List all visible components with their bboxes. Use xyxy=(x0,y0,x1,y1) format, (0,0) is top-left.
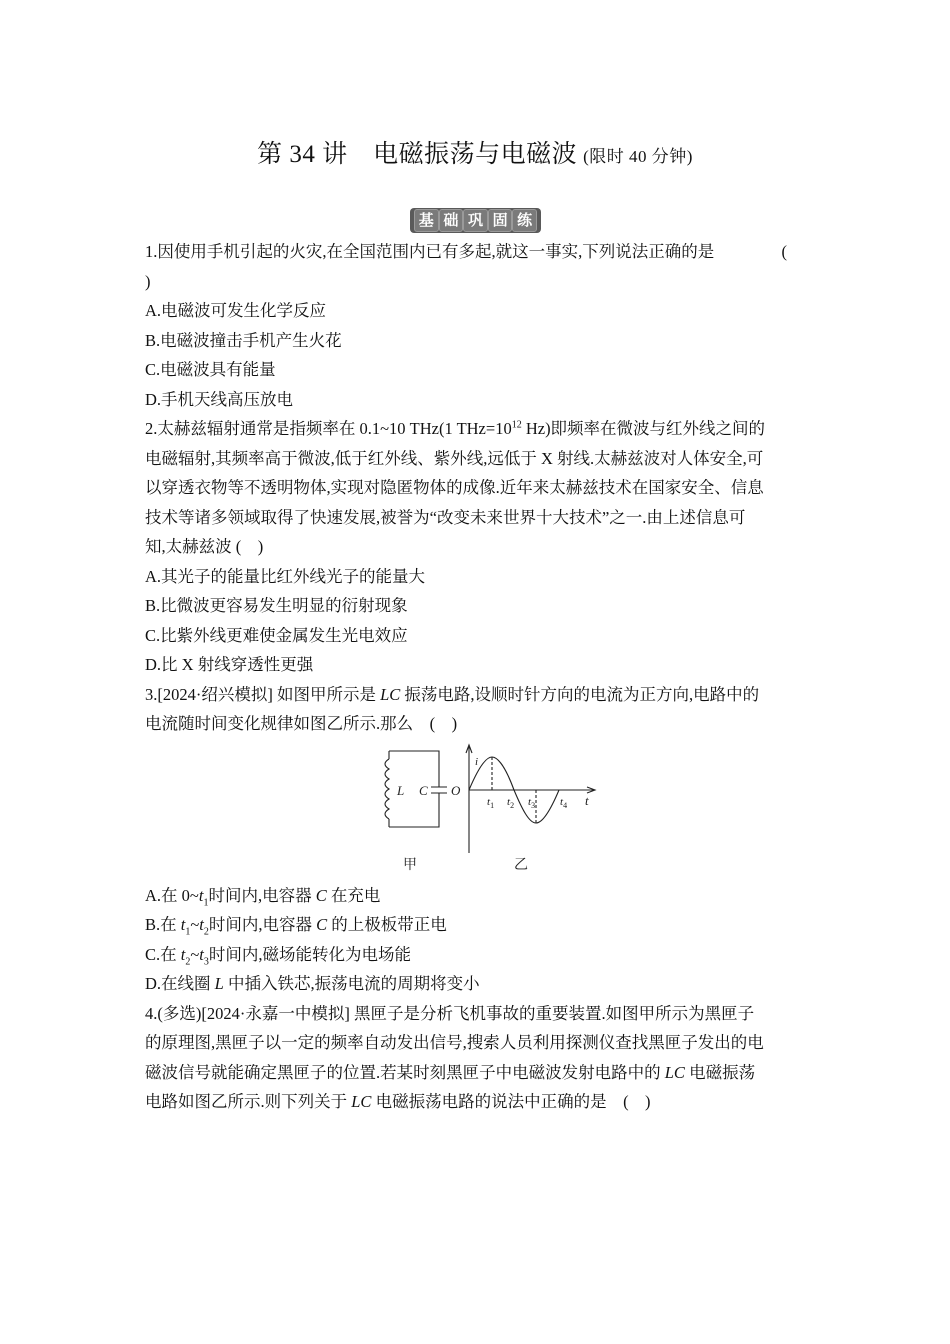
question-3-option-c: C.在 $t_2\sim t_3$时间内,磁场能转化为电场能 xyxy=(145,944,412,967)
caption-jia: 甲 xyxy=(403,857,417,873)
question-3-line-2: 电流随时间变化规律如图乙所示.那么 ( ) xyxy=(145,714,458,733)
question-1-option-d: D.手机天线高压放电 xyxy=(145,389,294,409)
question-1 xyxy=(145,237,805,414)
badge-char: 固 xyxy=(488,209,513,232)
question-2-line-1 xyxy=(145,414,805,444)
question-2-option-c: C.比紫外线更难使金属发生光电效应 xyxy=(145,625,408,645)
label-t3: $t_3$ xyxy=(528,795,536,810)
inductor-coil xyxy=(385,759,389,819)
figure-svg xyxy=(373,741,613,877)
section-badge xyxy=(410,208,541,233)
badge-char: 基 xyxy=(414,209,439,232)
question-2-line-4: 技术等诸多领域取得了快速发展,被誉为“改变未来世界十大技术”之一.由上述信息可 xyxy=(145,507,746,527)
question-2-text: 2.太赫兹辐射通常是指频率在 0.1~10 THz(1 THz=10 xyxy=(145,419,512,438)
circuit-wire-bottom xyxy=(389,793,439,827)
badge-char: 巩 xyxy=(463,209,488,232)
symbol-lc: LC xyxy=(380,684,401,704)
question-4-line-1: 4.(多选)[2024·永嘉一中模拟] 黑匣子是分析飞机事故的重要装置.如图甲所示为黑匣子 xyxy=(145,1003,755,1023)
question-3-option-b: B.在 $t_1\sim t_2$时间内,电容器 C 的上极板带正电 xyxy=(145,915,447,938)
badge-char: 础 xyxy=(439,209,464,232)
question-list xyxy=(145,237,805,1117)
label-i: i xyxy=(475,755,479,768)
title-time-limit: (限时 40 分钟) xyxy=(583,147,693,166)
question-1-option-b: B.电磁波撞击手机产生火花 xyxy=(145,330,342,350)
question-3-text: 振荡电路,设顺时针方向的电流为正方向,电路中的 xyxy=(400,684,760,704)
question-2-text: Hz)即频率在微波与红外线之间的 xyxy=(521,419,766,438)
label-t1: $t_1$ xyxy=(487,795,495,810)
question-4-line-2: 的原理图,黑匣子以一定的频率自动发出信号,搜索人员利用探测仪查找黑匣子发出的电 xyxy=(145,1033,764,1052)
question-3-option-a: A.在 $0\sim t_1$时间内,电容器 C 在充电 xyxy=(145,885,381,908)
question-4-line-4: 电路如图乙所示.则下列关于 LC 电磁振荡电路的说法中正确的是 ( ) xyxy=(145,1092,651,1111)
label-o: O xyxy=(451,782,461,798)
capacitor-plates xyxy=(431,787,447,793)
label-t4: $t_4$ xyxy=(560,795,568,810)
question-2-line-2: 电磁辐射,其频率高于微波,低于红外线、紫外线,远低于 X 射线.太赫兹波对人体安全,可 xyxy=(145,448,764,468)
question-4-line-3: 磁波信号就能确定黑匣子的位置.若某时刻黑匣子中电磁波发射电路中的 LC 电磁振荡 xyxy=(145,1062,756,1082)
circuit-wire-top xyxy=(389,751,439,787)
question-2-option-a: A.其光子的能量比红外线光子的能量大 xyxy=(145,566,426,586)
label-c: C xyxy=(419,782,428,798)
question-3 xyxy=(145,680,805,999)
answer-paren-close: ) xyxy=(145,271,151,291)
title-main: 第 34 讲 电磁振荡与电磁波 xyxy=(257,141,578,168)
question-1-option-a: A.电磁波可发生化学反应 xyxy=(145,301,327,320)
caption-yi: 乙 xyxy=(514,857,528,873)
circuit-diagram xyxy=(385,751,447,827)
badge-char: 练 xyxy=(512,209,537,232)
question-1-text: 1.因使用手机引起的火灾,在全国范围内已有多起,就这一事实,下列说法正确的是 xyxy=(145,242,715,261)
answer-paren-open: ( xyxy=(781,242,787,261)
question-1-stem xyxy=(145,237,805,267)
question-2-option-b: B.比微波更容易发生明显的衍射现象 xyxy=(145,596,408,615)
question-3-option-d: D.在线圈 L 中插入铁芯,振荡电流的周期将变小 xyxy=(145,974,480,993)
question-2-line-5: 知,太赫兹波 ( ) xyxy=(145,537,264,556)
question-2-line-3: 以穿透衣物等不透明物体,实现对隐匿物体的成像.近年来太赫兹技术在国家安全、信息 xyxy=(145,478,764,497)
lc-circuit-figure xyxy=(145,741,805,881)
label-l: L xyxy=(397,782,405,798)
question-3-line-1 xyxy=(145,680,805,710)
label-t2: $t_2$ xyxy=(507,795,515,810)
page-title xyxy=(0,134,950,170)
question-1-option-c: C.电磁波具有能量 xyxy=(145,360,276,379)
exponent: 12 xyxy=(511,419,522,431)
question-2-option-d: D.比 X 射线穿透性更强 xyxy=(145,655,314,674)
question-3-text: 3.[2024·绍兴模拟] 如图甲所示是 xyxy=(145,684,381,704)
question-2 xyxy=(145,414,805,680)
question-4 xyxy=(145,999,805,1117)
label-t: t xyxy=(585,792,589,808)
